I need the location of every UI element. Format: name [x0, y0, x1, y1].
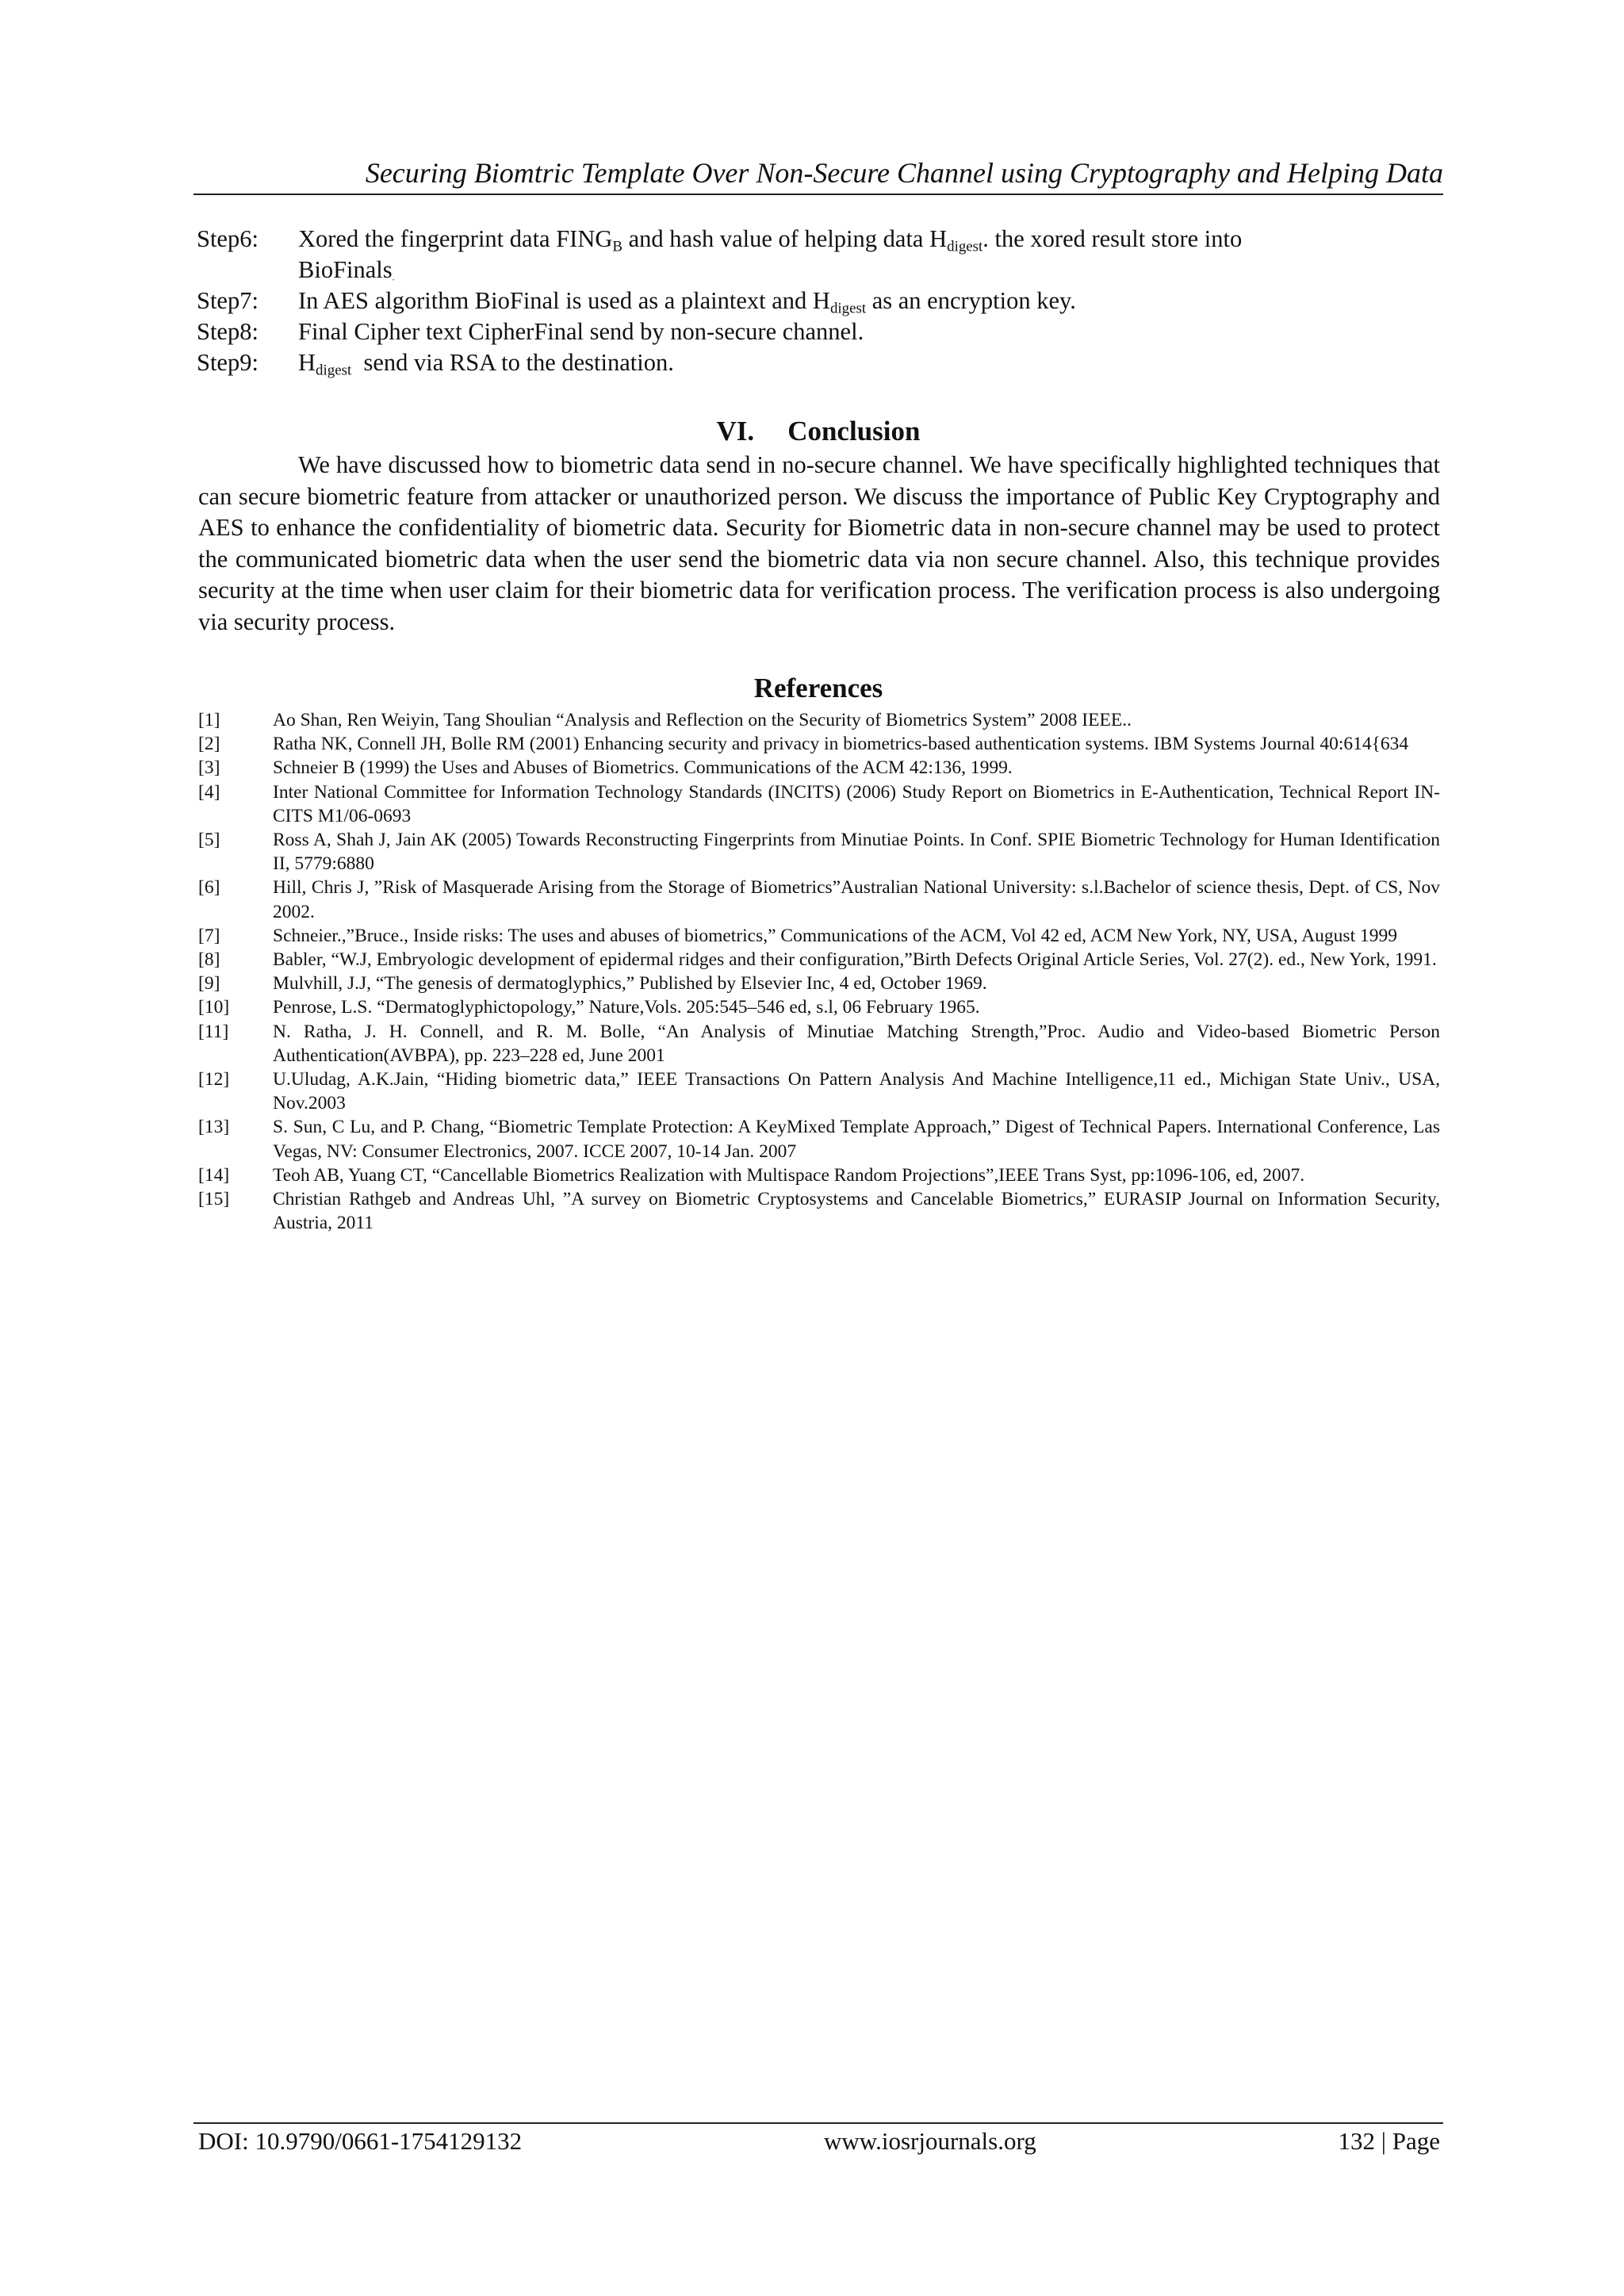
step-text [298, 224, 1443, 286]
reference-text: Ross A, Shah J, Jain AK (2005) Towards Reconstructing Fingerprints from Minutiae Points. In Conf. SPIE Biometric Technology for Human Identification II, 5779:6880 [273, 830, 1440, 875]
reference-text: Christian Rathgeb and Andreas Uhl, ”A survey on Biometric Cryptosystems and Cancelable Biometrics,” EURASIP Journal on Information Security, Austria, 2011 [273, 1189, 1440, 1234]
step-text-part: send via RSA to the destination. [351, 349, 674, 376]
step-label: Step9: [197, 349, 259, 376]
reference-text: Teoh AB, Yuang CT, “Cancellable Biometrics Realization with Multispace Random Projections”,IEEE Trans Syst, pp:1096-106, ed, 2007. [273, 1164, 1305, 1186]
section-heading-conclusion [193, 414, 1443, 449]
step-label: Step8: [197, 318, 259, 345]
step-text [298, 347, 1443, 378]
reference-text: Ratha NK, Connell JH, Bolle RM (2001) Enhancing security and privacy in biometrics-based authentication systems. IBM Systems Journal 40:614{634 [273, 734, 1409, 755]
reference-text: Penrose, L.S. “Dermatoglyphictopology,” Nature,Vols. 205:545–546 ed, s.l, 06 February 1965. [273, 997, 980, 1018]
reference-number: [5] [198, 830, 220, 851]
reference-item [198, 1115, 1440, 1163]
conclusion-paragraph: We have discussed how to biometric data send in no-secure channel. We have specifically highlighted techniques that can secure biometric feature from attacker or unauthorized person. We discuss the importance of Public Key Cryptography and AES to enhance the confidentiality of biometric data. Security for Biometric data in non-secure channel may be used to protect the communicated biometric data when the user send the biometric data via non secure channel. Also, this technique provides security at the time when user claim for their biometric data for verification process. The verification process is also undergoing via security process. [198, 451, 1440, 635]
reference-text: Mulvhill, J.J, “The genesis of dermatoglyphics,” Published by Elsevier Inc, 4 ed, October 1969. [273, 973, 987, 995]
reference-number: [1] [198, 710, 220, 730]
reference-text: Schneier.,”Bruce., Inside risks: The uses and abuses of biometrics,” Communications of the ACM, Vol 42 ed, ACM New York, NY, USA, August 1999 [273, 925, 1397, 946]
reference-number: [9] [198, 973, 220, 995]
reference-text: Schneier B (1999) the Uses and Abuses of Biometrics. Communications of the ACM 42:136, 1999. [273, 757, 1013, 779]
step-text-part: In AES algorithm BioFinal is used as a plaintext and H [298, 287, 830, 314]
reference-text: Ao Shan, Ren Weiyin, Tang Shoulian “Analysis and Reflection on the Security of Biometrics System” 2008 IEEE.. [273, 710, 1132, 730]
footer-rule [193, 2122, 1443, 2124]
footer-doi: DOI: 10.9790/0661-1754129132 [198, 2127, 523, 2155]
step-text-part: as an encryption key. [866, 287, 1076, 314]
section-number: VI. [716, 416, 755, 447]
reference-number: [12] [198, 1069, 230, 1091]
subscript: B [612, 238, 623, 255]
subscript: . [392, 271, 395, 283]
step-label: Step6: [197, 225, 259, 252]
reference-item [198, 948, 1440, 972]
reference-item [198, 972, 1440, 995]
step-text-part: H [298, 349, 316, 376]
subscript: digest [947, 238, 983, 255]
reference-item [198, 1163, 1440, 1187]
reference-text: U.Uludag, A.K.Jain, “Hiding biometric data,” IEEE Transactions On Pattern Analysis And Machine Intelligence,11 ed., Michigan State Univ., USA, Nov.2003 [273, 1069, 1440, 1114]
reference-text: Inter National Committee for Information Technology Standards (INCITS) (2006) Study Report on Biometrics in E-Authentication, Technical Report IN-CITS M1/06-0693 [273, 781, 1440, 826]
references-list [198, 708, 1440, 1235]
footer-website: www.iosrjournals.org [823, 2127, 1036, 2155]
step-6 [197, 224, 1443, 286]
step-label: Step7: [197, 287, 259, 314]
reference-item [198, 924, 1440, 948]
reference-item [198, 780, 1440, 828]
reference-item [198, 828, 1440, 876]
reference-number: [11] [198, 1021, 229, 1042]
reference-item [198, 1068, 1440, 1115]
reference-item [198, 995, 1440, 1019]
reference-number: [6] [198, 877, 220, 899]
step-8 [197, 316, 1443, 347]
reference-number: [3] [198, 757, 220, 779]
step-text-part: and hash value of helping data H [622, 225, 948, 252]
page-footer [198, 2125, 1440, 2157]
reference-item [198, 732, 1440, 756]
reference-text: Babler, “W.J, Embryologic development of epidermal ridges and their configuration,”Birth Defects Original Article Series, Vol. 27(2). ed., New York, 1991. [273, 949, 1437, 971]
reference-number: [4] [198, 781, 220, 803]
reference-item [198, 1187, 1440, 1235]
running-header-title: Securing Biomtric Template Over Non-Secure Channel using Cryptography and Helping Data [365, 157, 1443, 189]
reference-item [198, 708, 1440, 732]
step-text [298, 286, 1443, 316]
reference-number: [10] [198, 997, 230, 1018]
reference-text: Hill, Chris J, ”Risk of Masquerade Arising from the Storage of Biometrics”Australian National University: s.l.Bachelor of science thesis, Dept. of CS, Nov 2002. [273, 877, 1440, 922]
reference-number: [7] [198, 925, 220, 946]
footer-page-number: 132 | Page [1338, 2127, 1440, 2155]
header-rule [193, 194, 1443, 195]
references-heading: References [753, 673, 883, 703]
reference-text: N. Ratha, J. H. Connell, and R. M. Bolle, “An Analysis of Minutiae Matching Strength,”Proc. Audio and Video-based Biometric Person Authentication(AVBPA), pp. 223–228 ed, June 2001 [273, 1021, 1440, 1066]
step-text-part: . the xored result store into [982, 225, 1243, 252]
subscript: digest [316, 362, 352, 379]
subscript: digest [829, 300, 867, 317]
reference-text: S. Sun, C Lu, and P. Chang, “Biometric Template Protection: A KeyMixed Template Approach,” Digest of Technical Papers. International Conference, Las Vegas, NV: Consumer Electronics, 2007. ICCE 2007, 10-14 Jan. 2007 [273, 1117, 1440, 1162]
reference-item [198, 756, 1440, 780]
reference-item [198, 1020, 1440, 1068]
reference-number: [15] [198, 1189, 230, 1210]
reference-number: [2] [198, 734, 220, 755]
step-text-part: Xored the fingerprint data FING [298, 225, 613, 252]
reference-number: [8] [198, 949, 220, 971]
step-9 [197, 347, 1443, 378]
section-title: Conclusion [787, 416, 921, 447]
step-text-part: BioFinals [298, 256, 393, 283]
step-7 [197, 286, 1443, 316]
reference-number: [13] [198, 1117, 230, 1138]
algorithm-steps [197, 224, 1443, 378]
reference-number: [14] [198, 1164, 230, 1186]
step-text: Final Cipher text CipherFinal send by non-secure channel. [298, 318, 864, 345]
reference-item [198, 876, 1440, 923]
